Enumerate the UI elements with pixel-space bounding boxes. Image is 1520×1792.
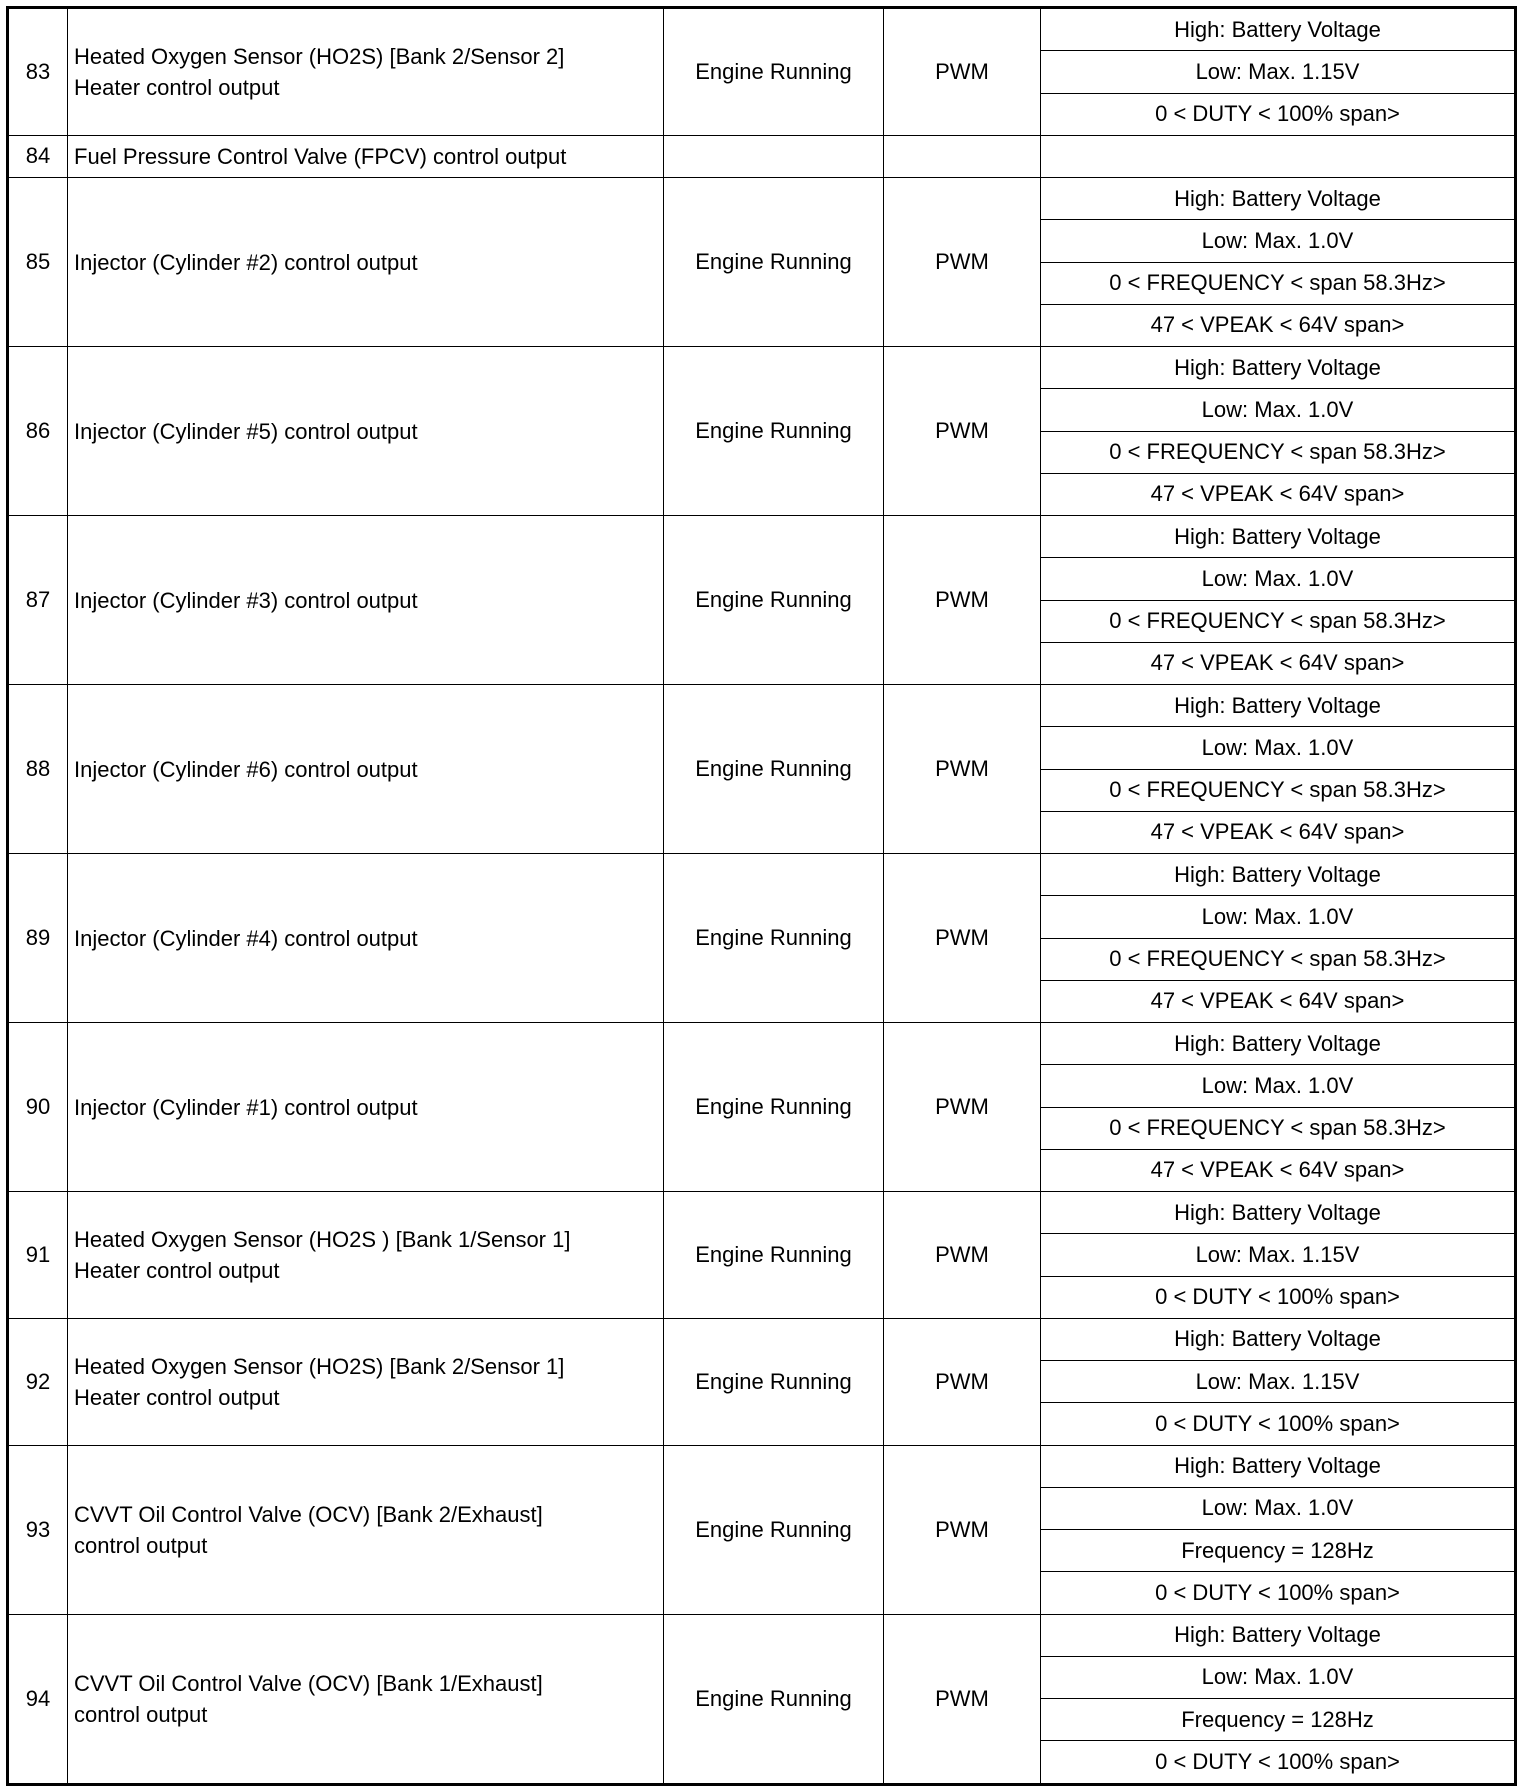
- table-row: [8, 516, 1516, 558]
- signal-type: PWM: [884, 8, 1041, 136]
- description-line: control output: [74, 1701, 208, 1727]
- spec-value: High: Battery Voltage: [1041, 685, 1516, 727]
- spec-value: 47 < VPEAK < 64V span>: [1041, 980, 1516, 1022]
- spec-value: High: Battery Voltage: [1041, 854, 1516, 896]
- table-body: [8, 8, 1516, 1785]
- spec-value: 47 < VPEAK < 64V span>: [1041, 304, 1516, 346]
- description-line: Injector (Cylinder #1) control output: [74, 1094, 418, 1120]
- pin-description: [68, 1445, 664, 1614]
- table-row: [8, 347, 1516, 389]
- table-row: [8, 1445, 1516, 1487]
- description-line: Injector (Cylinder #5) control output: [74, 418, 418, 444]
- spec-value: 0 < FREQUENCY < span 58.3Hz>: [1041, 600, 1516, 642]
- signal-type: PWM: [884, 854, 1041, 1023]
- description-line: control output: [74, 1532, 208, 1558]
- pin-description: [68, 1318, 664, 1445]
- condition: Engine Running: [664, 1614, 884, 1784]
- spec-value: Low: Max. 1.0V: [1041, 389, 1516, 431]
- condition: Engine Running: [664, 1318, 884, 1445]
- spec-value: Low: Max. 1.0V: [1041, 727, 1516, 769]
- condition: Engine Running: [664, 1023, 884, 1192]
- spec-value: Low: Max. 1.15V: [1041, 1234, 1516, 1276]
- pin-number: 93: [8, 1445, 68, 1614]
- spec-value: 0 < DUTY < 100% span>: [1041, 1276, 1516, 1318]
- spec-value: 0 < FREQUENCY < span 58.3Hz>: [1041, 769, 1516, 811]
- spec-value: 0 < FREQUENCY < span 58.3Hz>: [1041, 938, 1516, 980]
- condition: Engine Running: [664, 854, 884, 1023]
- spec-value: High: Battery Voltage: [1041, 178, 1516, 220]
- spec-value: Low: Max. 1.0V: [1041, 1487, 1516, 1529]
- spec-value: Frequency = 128Hz: [1041, 1699, 1516, 1741]
- table-row: [8, 1318, 1516, 1360]
- spec-value: High: Battery Voltage: [1041, 347, 1516, 389]
- spec-value: High: Battery Voltage: [1041, 1445, 1516, 1487]
- table-row: [8, 178, 1516, 220]
- table-row: [8, 8, 1516, 51]
- signal-type: PWM: [884, 685, 1041, 854]
- spec-value: 47 < VPEAK < 64V span>: [1041, 473, 1516, 515]
- signal-type: PWM: [884, 1318, 1041, 1445]
- condition: Engine Running: [664, 8, 884, 136]
- spec-value: Low: Max. 1.15V: [1041, 1361, 1516, 1403]
- pin-number: 91: [8, 1192, 68, 1319]
- condition: Engine Running: [664, 685, 884, 854]
- spec-value: High: Battery Voltage: [1041, 1023, 1516, 1065]
- spec-value: Frequency = 128Hz: [1041, 1530, 1516, 1572]
- spec-value: High: Battery Voltage: [1041, 1614, 1516, 1656]
- pin-number: 89: [8, 854, 68, 1023]
- description-line: Heater control output: [74, 1384, 280, 1410]
- signal-type: PWM: [884, 516, 1041, 685]
- description-line: Heated Oxygen Sensor (HO2S) [Bank 2/Sensor 1]: [74, 1353, 565, 1379]
- spec-value: Low: Max. 1.0V: [1041, 1656, 1516, 1698]
- description-line: Heated Oxygen Sensor (HO2S) [Bank 2/Sensor 2]: [74, 43, 565, 69]
- pin-number: 87: [8, 516, 68, 685]
- pin-number: 92: [8, 1318, 68, 1445]
- description-line: Heater control output: [74, 1257, 280, 1283]
- description-line: Heated Oxygen Sensor (HO2S ) [Bank 1/Sensor 1]: [74, 1226, 571, 1252]
- pin-number: 90: [8, 1023, 68, 1192]
- pin-description: [68, 347, 664, 516]
- condition: Engine Running: [664, 1445, 884, 1614]
- spec-value: Low: Max. 1.0V: [1041, 558, 1516, 600]
- pin-number: 94: [8, 1614, 68, 1784]
- description-line: CVVT Oil Control Valve (OCV) [Bank 1/Exhaust]: [74, 1670, 543, 1696]
- spec-value: 47 < VPEAK < 64V span>: [1041, 642, 1516, 684]
- spec-value: Low: Max. 1.15V: [1041, 51, 1516, 93]
- description-line: Injector (Cylinder #2) control output: [74, 249, 418, 275]
- condition: Engine Running: [664, 1192, 884, 1319]
- signal-type: PWM: [884, 1614, 1041, 1784]
- signal-type: PWM: [884, 347, 1041, 516]
- pin-description: [68, 135, 664, 177]
- description-line: Injector (Cylinder #6) control output: [74, 756, 418, 782]
- table-row: [8, 1023, 1516, 1065]
- pin-description: [68, 516, 664, 685]
- pin-description: [68, 178, 664, 347]
- spec-value: 47 < VPEAK < 64V span>: [1041, 1149, 1516, 1191]
- spec-value: 0 < DUTY < 100% span>: [1041, 93, 1516, 135]
- spec-value: High: Battery Voltage: [1041, 1192, 1516, 1234]
- table-row: [8, 685, 1516, 727]
- spec-value: High: Battery Voltage: [1041, 8, 1516, 51]
- pin-spec-table: [6, 6, 1517, 1786]
- condition: [664, 135, 884, 177]
- signal-type: PWM: [884, 1445, 1041, 1614]
- description-line: Heater control output: [74, 74, 280, 100]
- signal-type: PWM: [884, 1192, 1041, 1319]
- spec-value: 0 < FREQUENCY < span 58.3Hz>: [1041, 1107, 1516, 1149]
- pin-number: 86: [8, 347, 68, 516]
- spec-value: High: Battery Voltage: [1041, 516, 1516, 558]
- description-line: Injector (Cylinder #3) control output: [74, 587, 418, 613]
- spec-value: 0 < DUTY < 100% span>: [1041, 1572, 1516, 1614]
- signal-type: PWM: [884, 178, 1041, 347]
- pin-description: [68, 854, 664, 1023]
- description-line: Injector (Cylinder #4) control output: [74, 925, 418, 951]
- spec-value: Low: Max. 1.0V: [1041, 896, 1516, 938]
- description-line: CVVT Oil Control Valve (OCV) [Bank 2/Exhaust]: [74, 1501, 543, 1527]
- condition: Engine Running: [664, 347, 884, 516]
- table-row: [8, 135, 1516, 177]
- pin-number: 88: [8, 685, 68, 854]
- table-row: [8, 854, 1516, 896]
- table-row: [8, 1614, 1516, 1656]
- pin-description: [68, 8, 664, 136]
- spec-value: 0 < DUTY < 100% span>: [1041, 1403, 1516, 1445]
- spec-value: High: Battery Voltage: [1041, 1318, 1516, 1360]
- pin-description: [68, 1614, 664, 1784]
- spec-value: Low: Max. 1.0V: [1041, 220, 1516, 262]
- pin-description: [68, 1023, 664, 1192]
- description-line: Fuel Pressure Control Valve (FPCV) control output: [74, 143, 567, 169]
- spec-value: 0 < DUTY < 100% span>: [1041, 1741, 1516, 1785]
- condition: Engine Running: [664, 516, 884, 685]
- table-row: [8, 1192, 1516, 1234]
- condition: Engine Running: [664, 178, 884, 347]
- pin-number: 85: [8, 178, 68, 347]
- spec-value: [1041, 135, 1516, 177]
- spec-value: Low: Max. 1.0V: [1041, 1065, 1516, 1107]
- spec-value: 0 < FREQUENCY < span 58.3Hz>: [1041, 431, 1516, 473]
- pin-description: [68, 1192, 664, 1319]
- pin-number: 83: [8, 8, 68, 136]
- signal-type: PWM: [884, 1023, 1041, 1192]
- pin-description: [68, 685, 664, 854]
- signal-type: [884, 135, 1041, 177]
- spec-value: 0 < FREQUENCY < span 58.3Hz>: [1041, 262, 1516, 304]
- pin-number: 84: [8, 135, 68, 177]
- spec-value: 47 < VPEAK < 64V span>: [1041, 811, 1516, 853]
